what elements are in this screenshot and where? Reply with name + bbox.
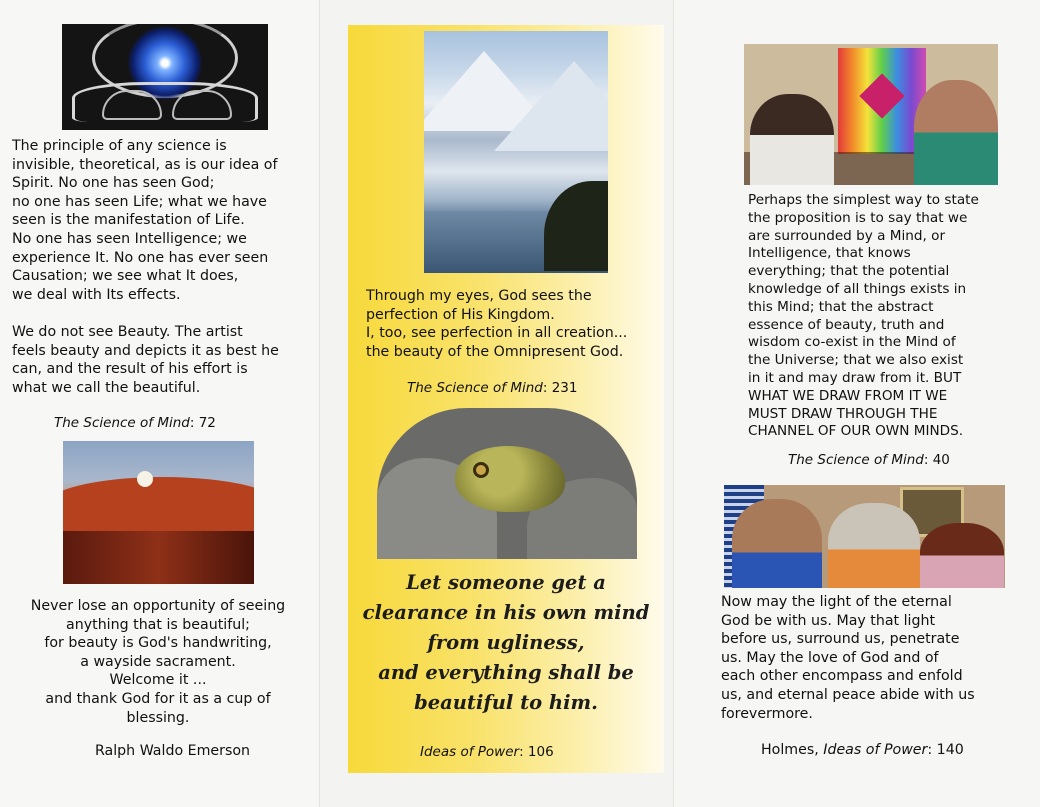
moonrise-mountain-image xyxy=(63,441,254,584)
quote-author: Ralph Waldo Emerson xyxy=(95,743,251,759)
left-panel xyxy=(0,0,320,807)
science-principle-paragraph: The principle of any science is invisible, theoretical, as is our idea of Spirit. No one has seen God; no one has seen Life; what we have seen is the manifestation of Life. No one has seen Intelligence; we experience It. No one has ever seen Causation; we see what It does, we deal with Its effects. xyxy=(12,138,278,303)
closing-prayer-text: Now may the light of the eternal God be with us. May that light before us, surround us, penetrate us. May the love of God and of each other encompass and enfold us, and eternal peace abide with us forevermore. xyxy=(721,594,975,722)
emerson-quote: Never lose an opportunity of seeing anything that is beautiful; for beauty is God's handwriting, a wayside sacrament. Welcome it ... and thank God for it as a cup of blessing. xyxy=(30,598,286,726)
citation-holmes-ideas-of-power-140: Holmes, Ideas of Power: 140 xyxy=(761,742,964,758)
two-people-rainbow-heart-image xyxy=(744,44,998,185)
citation-science-of-mind-231: The Science of Mind: 231 xyxy=(407,380,578,396)
through-my-eyes-text: Through my eyes, God sees the perfection of His Kingdom. I, too, see perfection in all creation... the beauty of the Omnipresent God. xyxy=(366,288,628,360)
right-panel xyxy=(674,0,1040,807)
eye-in-hands-image xyxy=(62,24,268,130)
citation-science-of-mind-72: The Science of Mind: 72 xyxy=(54,415,216,431)
glacier-mountains-image xyxy=(424,31,608,273)
mind-proposition-text: Perhaps the simplest way to state the proposition is to say that we are surrounded by a Mind, or Intelligence, that knows everything; that the potential knowledge of all things exists in this Mind; that the abstract essence of beauty, truth and wisdom co-exist in the Mind of the Universe; that we also exist in it and may draw from it. BUT WHAT WE DRAW FROM IT WE MUST DRAW THROUGH THE CHANNEL OF OUR OWN MINDS. xyxy=(748,192,979,440)
citation-science-of-mind-40: The Science of Mind: 40 xyxy=(788,452,950,468)
frog-on-rock-image xyxy=(377,408,637,559)
middle-panel xyxy=(320,0,674,807)
beauty-paragraph: We do not see Beauty. The artist feels beauty and depicts it as best he can, and the result of his effort is what we call the beautiful. xyxy=(12,324,279,396)
three-women-congregation-image xyxy=(724,485,1005,588)
citation-ideas-of-power-106: Ideas of Power: 106 xyxy=(420,744,554,760)
ugliness-clearance-quote: Let someone get a clearance in his own mind from ugliness, and everything shall be beautiful to him. xyxy=(362,571,650,714)
